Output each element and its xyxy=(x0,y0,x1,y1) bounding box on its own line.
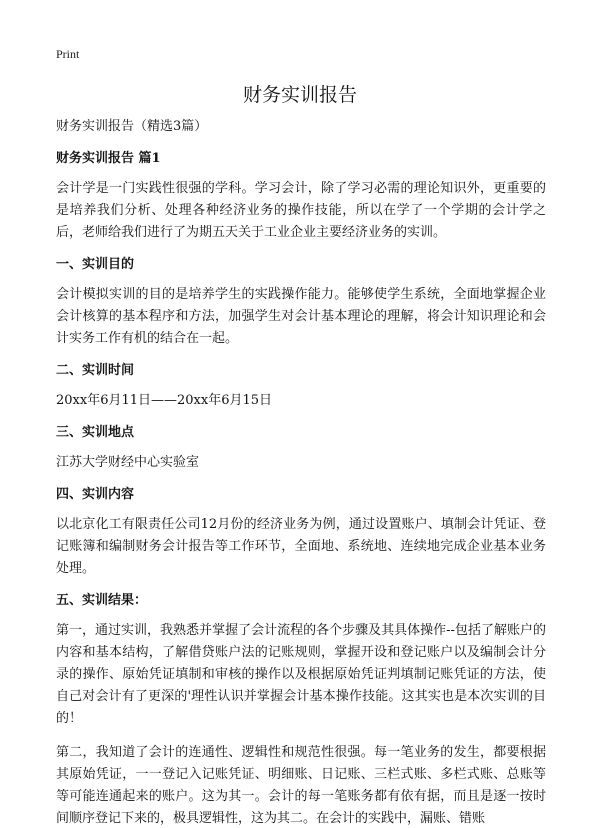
section-text-results: 第一，通过实训，我熟悉并掌握了会计流程的各个步骤及其具体操作--包括了解账户的内容和基本结构，了解借贷账户法的记账规则，掌握开设和登记账户以及编制会计分录的操作、原始凭证填制和审核的操作以及根据原始凭证判填制记账凭证的方法，使自己对会计有了更深的'理性认识并掌握会计基本操作技能。这其实也是本次实训的目的！ xyxy=(56,623,546,726)
intro-paragraph: 会计学是一门实践性很强的学科。学习会计，除了学习必需的理论知识外，更重要的是培养我们分析、处理各种经济业务的操作技能，所以在学了一个学期的会计学之后，老师给我们进行了为期五天关于工业企业主要经济业务的实训。 xyxy=(56,181,546,240)
section-heading-content: 四、实训内容 xyxy=(56,487,135,502)
print-link[interactable]: Print xyxy=(56,47,80,61)
article-heading: 财务实训报告 篇1 xyxy=(56,151,161,166)
document-body xyxy=(56,118,546,828)
section-heading-purpose: 一、实训目的 xyxy=(56,257,135,272)
section-heading-results: 五、实训结果： xyxy=(56,593,148,608)
section-heading-time: 二、实训时间 xyxy=(56,363,135,378)
document-title: 财务实训报告 xyxy=(242,84,357,106)
section-text-content: 以北京化工有限责任公司12月份的经济业务为例，通过设置账户、填制会计凭证、登记账簿和编制财务会计报告等工作环节，全面地、系统地、连续地完成企业基本业务处理。 xyxy=(56,517,546,576)
section-text-time: 20xx年6月11日——20xx年6月15日 xyxy=(56,393,273,408)
document-subtitle: 财务实训报告（精选3篇） xyxy=(56,119,208,134)
results-paragraph-2: 第二，我知道了会计的连通性、逻辑性和规范性很强。每一笔业务的发生，都要根据其原始凭证，一一登记入记账凭证、明细账、日记账、三栏式账、多栏式账、总账等等可能连通起来的账户。这为其一。会计的每一笔账务都有依有据，而且是逐一按时间顺序登记下来的，极具逻辑性，这为其二。在会计的实践中，漏账、错账 xyxy=(56,745,546,826)
section-text-purpose: 会计模拟实训的目的是培养学生的实践操作能力。能够使学生系统，全面地掌握企业会计核算的基本程序和方法，加强学生对会计基本理论的理解，将会计知识理论和会计实务工作有机的结合在一起。 xyxy=(56,287,546,346)
section-heading-location: 三、实训地点 xyxy=(56,425,135,440)
section-text-location: 江苏大学财经中心实验室 xyxy=(56,455,200,470)
